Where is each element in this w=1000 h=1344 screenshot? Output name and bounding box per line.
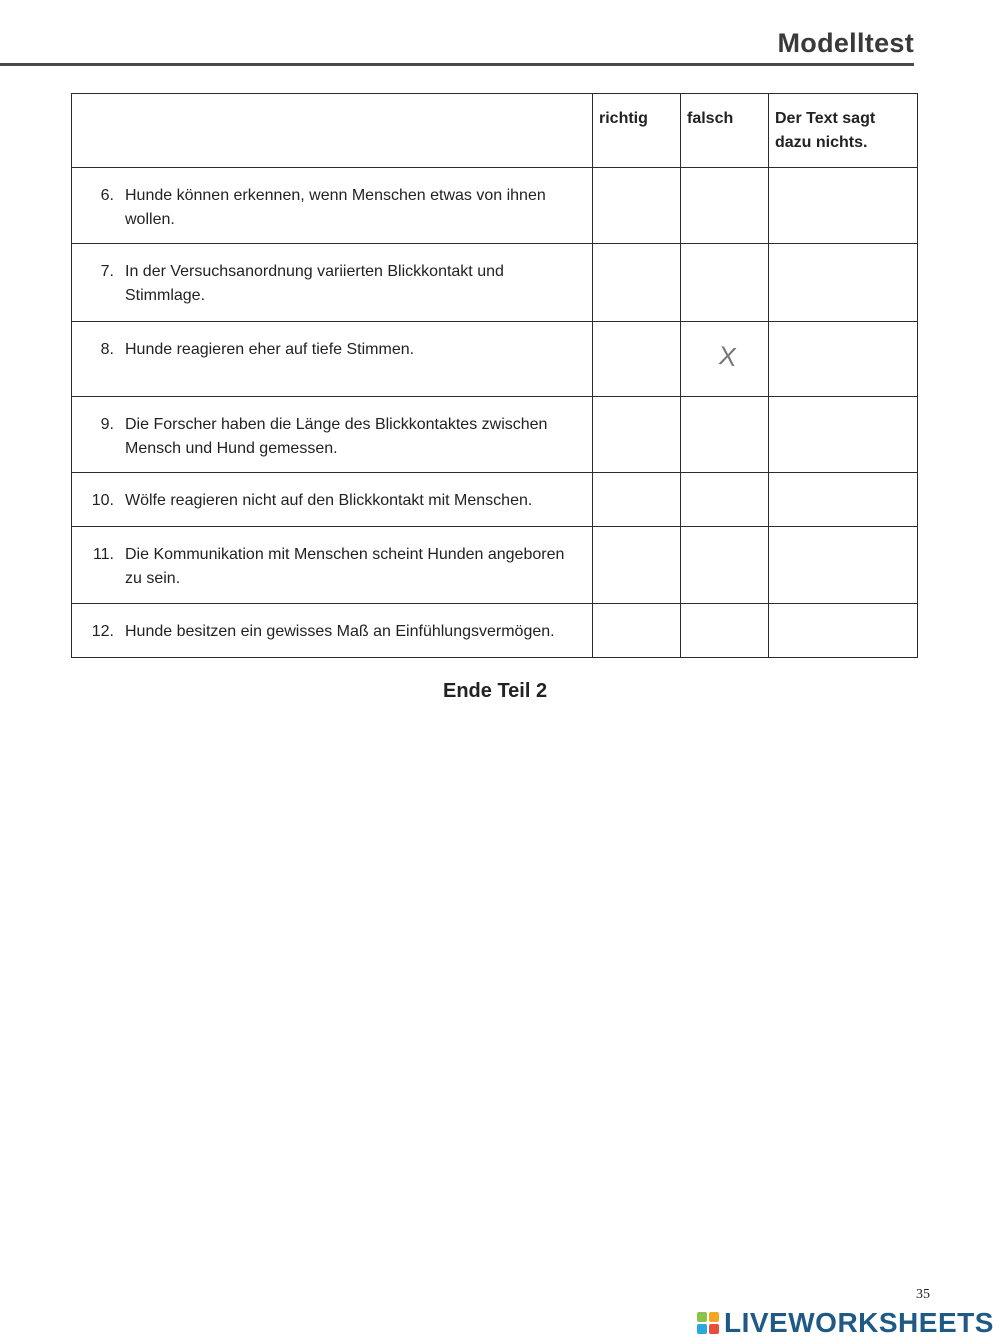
column-header-statement bbox=[72, 94, 593, 168]
answer-cell-richtig[interactable] bbox=[593, 527, 681, 604]
answer-cell-falsch[interactable] bbox=[681, 397, 769, 473]
table-row bbox=[72, 473, 918, 527]
table-row bbox=[72, 244, 918, 322]
pencil-x-mark: X bbox=[716, 339, 739, 373]
answer-cell-richtig[interactable] bbox=[593, 168, 681, 244]
answer-cell-no-info[interactable] bbox=[769, 322, 918, 397]
statement-cell bbox=[72, 168, 593, 244]
answer-cell-richtig[interactable] bbox=[593, 244, 681, 322]
statement-number: 6. bbox=[100, 187, 114, 204]
answer-cell-richtig[interactable] bbox=[593, 473, 681, 527]
liveworksheets-brand[interactable] bbox=[697, 1306, 994, 1340]
statement-cell bbox=[72, 397, 593, 473]
statement-cell bbox=[72, 527, 593, 604]
statement-cell bbox=[72, 604, 593, 658]
answer-cell-no-info[interactable] bbox=[769, 168, 918, 244]
column-header-richtig: richtig bbox=[593, 94, 681, 168]
statement-text: Wölfe reagieren nicht auf den Blickkontakt mit Menschen. bbox=[125, 492, 533, 509]
statement-text: Hunde besitzen ein gewisses Maß an Einfühlungsvermögen. bbox=[125, 623, 555, 640]
logo-tile bbox=[709, 1324, 719, 1334]
table-row bbox=[72, 397, 918, 473]
statement-cell bbox=[72, 322, 593, 397]
section-end-note: Ende Teil 2 bbox=[443, 680, 548, 702]
answer-cell-falsch[interactable] bbox=[681, 322, 769, 397]
answer-cell-falsch[interactable] bbox=[681, 244, 769, 322]
logo-tile bbox=[697, 1324, 707, 1334]
answer-cell-falsch[interactable] bbox=[681, 473, 769, 527]
statement-number: 10. bbox=[91, 492, 114, 509]
page-number: 35 bbox=[916, 1287, 930, 1302]
liveworksheets-logo-icon bbox=[697, 1312, 719, 1334]
answer-cell-falsch[interactable] bbox=[681, 168, 769, 244]
page-title: Modelltest bbox=[777, 28, 914, 58]
answer-cell-richtig[interactable] bbox=[593, 397, 681, 473]
statement-text: Die Kommunikation mit Menschen scheint Hunden angeboren zu sein. bbox=[125, 546, 565, 587]
statement-cell bbox=[72, 473, 593, 527]
table-row bbox=[72, 527, 918, 604]
logo-tile bbox=[697, 1312, 707, 1322]
answer-cell-falsch[interactable] bbox=[681, 604, 769, 658]
answer-cell-no-info[interactable] bbox=[769, 244, 918, 322]
brand-name: LIVEWORKSHEETS bbox=[724, 1307, 994, 1338]
table-header-row bbox=[72, 94, 918, 168]
statement-text: Die Forscher haben die Länge des Blickkontaktes zwischen Mensch und Hund gemessen. bbox=[125, 416, 548, 457]
answer-cell-falsch[interactable] bbox=[681, 527, 769, 604]
answer-cell-no-info[interactable] bbox=[769, 604, 918, 658]
statement-text: Hunde können erkennen, wenn Menschen etwas von ihnen wollen. bbox=[125, 187, 546, 228]
column-header-no-info: Der Text sagt dazu nichts. bbox=[769, 94, 918, 168]
answer-cell-richtig[interactable] bbox=[593, 322, 681, 397]
statement-number: 9. bbox=[100, 416, 114, 433]
answer-cell-no-info[interactable] bbox=[769, 397, 918, 473]
answer-cell-no-info[interactable] bbox=[769, 473, 918, 527]
logo-tile bbox=[709, 1312, 719, 1322]
table-row bbox=[72, 322, 918, 397]
statement-number: 11. bbox=[92, 546, 114, 563]
statement-number: 8. bbox=[100, 341, 114, 358]
answer-cell-no-info[interactable] bbox=[769, 527, 918, 604]
answer-cell-richtig[interactable] bbox=[593, 604, 681, 658]
statement-number: 12. bbox=[91, 623, 114, 640]
statement-text: Hunde reagieren eher auf tiefe Stimmen. bbox=[125, 341, 415, 358]
header-divider bbox=[0, 63, 914, 66]
statement-text: In der Versuchsanordnung variierten Blickkontakt und Stimmlage. bbox=[125, 263, 504, 304]
statement-cell bbox=[72, 244, 593, 322]
statement-number: 7. bbox=[100, 263, 114, 280]
table-row bbox=[72, 168, 918, 244]
answer-table bbox=[71, 93, 918, 658]
table-row bbox=[72, 604, 918, 658]
column-header-falsch: falsch bbox=[681, 94, 769, 168]
